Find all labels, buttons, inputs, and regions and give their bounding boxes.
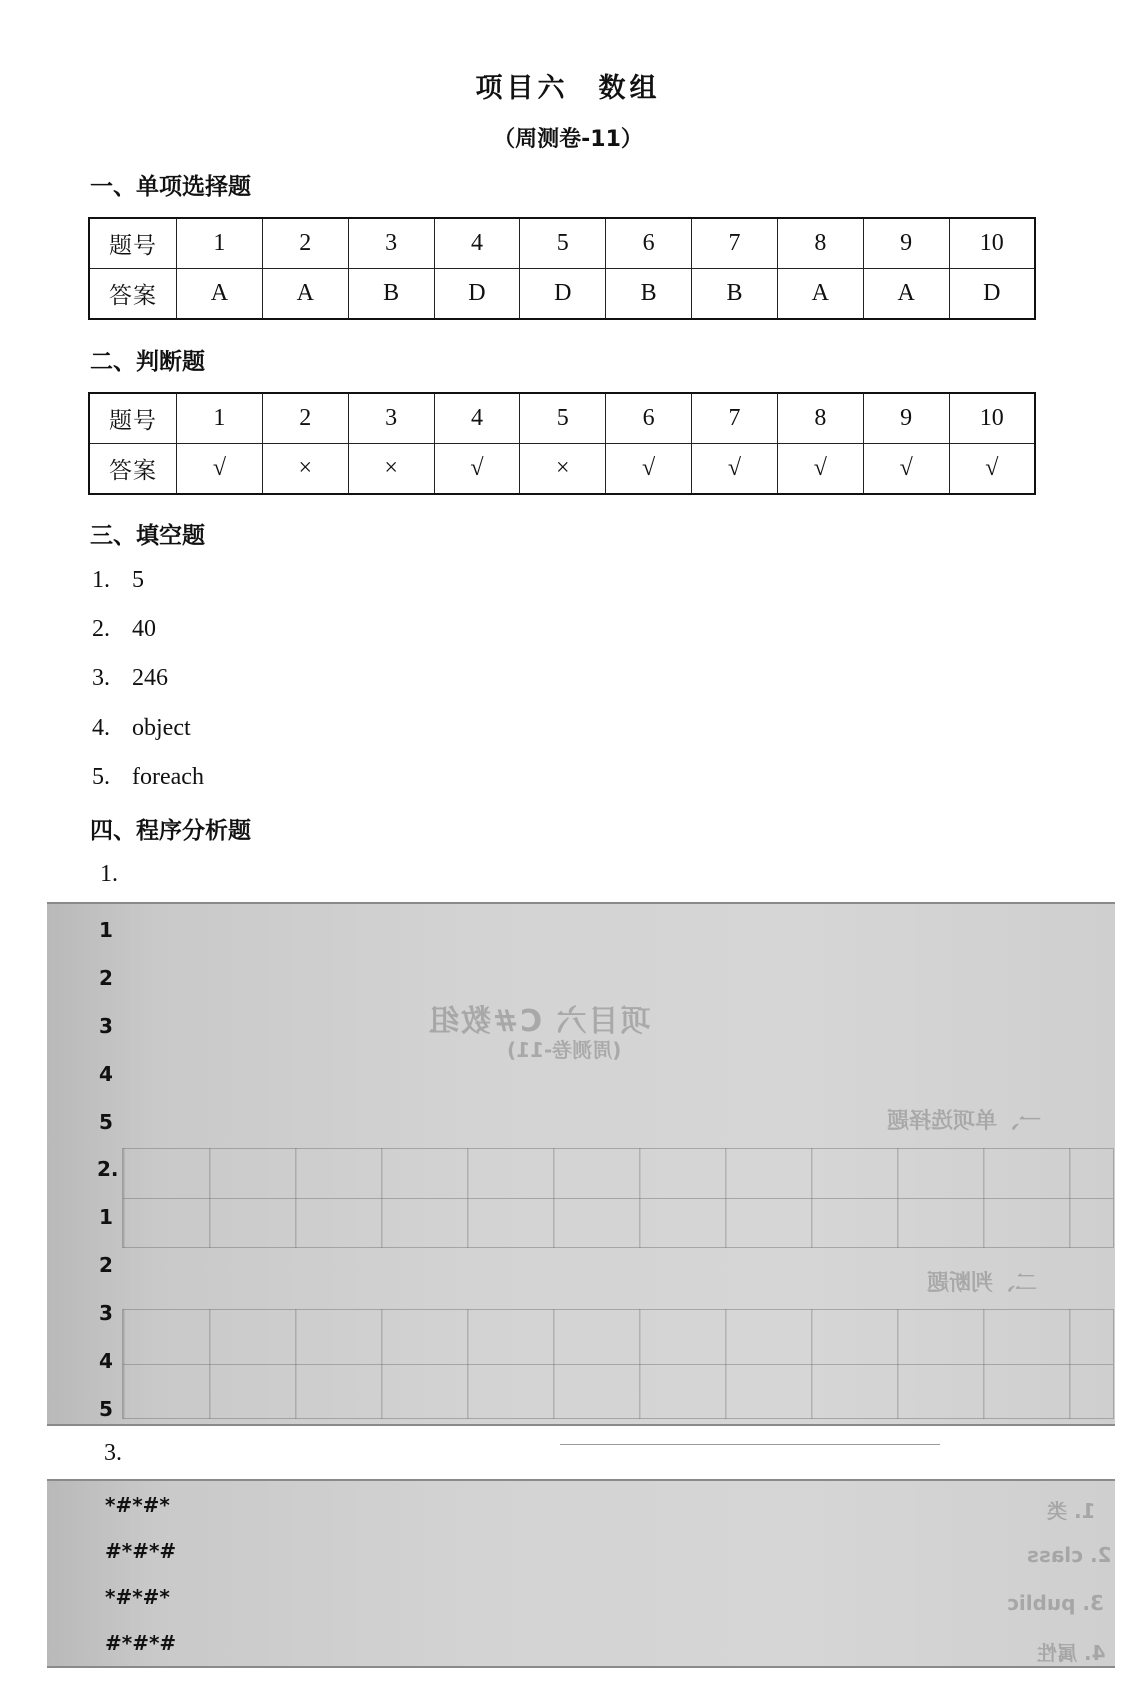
title-project: 项目六	[475, 73, 569, 104]
check-mark-cell: √	[606, 444, 692, 495]
row-label: 题号	[89, 393, 177, 444]
scanned-output-block-2	[47, 1479, 1115, 1668]
divider	[560, 1444, 940, 1445]
table-cell: 2	[262, 218, 348, 269]
table-cell: 9	[863, 393, 949, 444]
cross-mark-cell: ×	[262, 444, 348, 495]
check-mark-cell: √	[177, 444, 263, 495]
scanned-output-block-1	[47, 902, 1115, 1426]
fill-blank-item	[92, 616, 156, 643]
bleed-through-subtitle: (周测卷-11)	[507, 1038, 622, 1062]
table-cell: 1	[177, 218, 263, 269]
question-2-label: 2.	[97, 1157, 119, 1181]
table-cell: D	[520, 269, 606, 320]
item-number: 5.	[92, 764, 110, 790]
table-cell: 7	[692, 218, 778, 269]
table-cell: D	[434, 269, 520, 320]
table-cell: 1	[177, 393, 263, 444]
q2-output-line: 5	[99, 1397, 113, 1421]
check-mark-cell: √	[434, 444, 520, 495]
fill-blank-item	[92, 665, 168, 692]
q1-output-line: 4	[99, 1062, 113, 1086]
table-cell: B	[348, 269, 434, 320]
table-cell: 10	[949, 218, 1035, 269]
bleed-through-text: 3. public	[1007, 1591, 1104, 1615]
q2-output-line: 2	[99, 1253, 113, 1277]
question-1-label: 1.	[100, 861, 118, 887]
question-3-label: 3.	[104, 1440, 122, 1466]
table-cell: A	[863, 269, 949, 320]
table-cell: 4	[434, 218, 520, 269]
item-number: 3.	[92, 665, 110, 691]
table-cell: 4	[434, 393, 520, 444]
q2-output-line: 4	[99, 1349, 113, 1373]
table-cell: 3	[348, 393, 434, 444]
table-row-numbers	[89, 218, 1035, 269]
table-cell: A	[262, 269, 348, 320]
table-cell: 6	[606, 218, 692, 269]
page-subtitle: （周测卷-11）	[493, 127, 643, 152]
single-choice-answer-table	[88, 217, 1036, 320]
table-cell: D	[949, 269, 1035, 320]
cross-mark-cell: ×	[520, 444, 606, 495]
table-cell: 8	[777, 218, 863, 269]
table-row-answers	[89, 269, 1035, 320]
table-row-answers	[89, 444, 1035, 495]
item-number: 1.	[92, 567, 110, 593]
item-answer: 5	[132, 567, 144, 593]
bleed-through-heading: 二、判断题	[927, 1271, 1038, 1296]
bleed-through-table	[122, 1309, 1114, 1419]
table-cell: 6	[606, 393, 692, 444]
bleed-through-title: 项目六 C#数组	[427, 1004, 651, 1039]
q3-output-line: #*#*#	[105, 1539, 177, 1563]
section-heading-program-analysis: 四、程序分析题	[90, 818, 251, 844]
q3-output-line: *#*#*	[105, 1493, 170, 1517]
check-mark-cell: √	[949, 444, 1035, 495]
item-answer: 40	[132, 616, 156, 642]
row-label: 题号	[89, 218, 177, 269]
bleed-through-heading: 一、单项选择题	[887, 1109, 1042, 1134]
section-heading-fill-blank: 三、填空题	[90, 523, 205, 549]
table-cell: 5	[520, 218, 606, 269]
q2-output-line: 3	[99, 1301, 113, 1325]
q1-output-line: 1	[99, 918, 113, 942]
fill-blank-item	[92, 764, 204, 791]
q3-output-line: #*#*#	[105, 1631, 177, 1655]
table-cell: 5	[520, 393, 606, 444]
table-cell: A	[777, 269, 863, 320]
page-title	[0, 66, 1136, 105]
bleed-through-text: 1. 类	[1047, 1499, 1096, 1523]
table-cell: 2	[262, 393, 348, 444]
table-cell: 9	[863, 218, 949, 269]
row-label: 答案	[89, 269, 177, 320]
q3-output-line: *#*#*	[105, 1585, 170, 1609]
table-cell: B	[692, 269, 778, 320]
table-cell: 10	[949, 393, 1035, 444]
table-cell: A	[177, 269, 263, 320]
check-mark-cell: √	[692, 444, 778, 495]
table-row-numbers	[89, 393, 1035, 444]
q1-output-line: 5	[99, 1110, 113, 1134]
item-answer: 246	[132, 665, 168, 691]
q1-output-line: 2	[99, 966, 113, 990]
table-cell: 7	[692, 393, 778, 444]
bleed-through-text: 2. class	[1027, 1543, 1112, 1567]
item-answer: foreach	[132, 764, 204, 790]
section-heading-true-false: 二、判断题	[90, 349, 205, 375]
bleed-through-text: 4. 属性	[1037, 1641, 1106, 1665]
q2-output-line: 1	[99, 1205, 113, 1229]
true-false-answer-table	[88, 392, 1036, 495]
table-cell: 3	[348, 218, 434, 269]
fill-blank-item	[92, 715, 191, 742]
table-cell: B	[606, 269, 692, 320]
cross-mark-cell: ×	[348, 444, 434, 495]
row-label: 答案	[89, 444, 177, 495]
check-mark-cell: √	[777, 444, 863, 495]
item-number: 4.	[92, 715, 110, 741]
title-topic: 数组	[598, 73, 661, 104]
item-answer: object	[132, 715, 191, 741]
bleed-through-table	[122, 1148, 1114, 1248]
fill-blank-item	[92, 567, 144, 594]
item-number: 2.	[92, 616, 110, 642]
table-cell: 8	[777, 393, 863, 444]
section-heading-single-choice: 一、单项选择题	[90, 174, 251, 200]
check-mark-cell: √	[863, 444, 949, 495]
q1-output-line: 3	[99, 1014, 113, 1038]
